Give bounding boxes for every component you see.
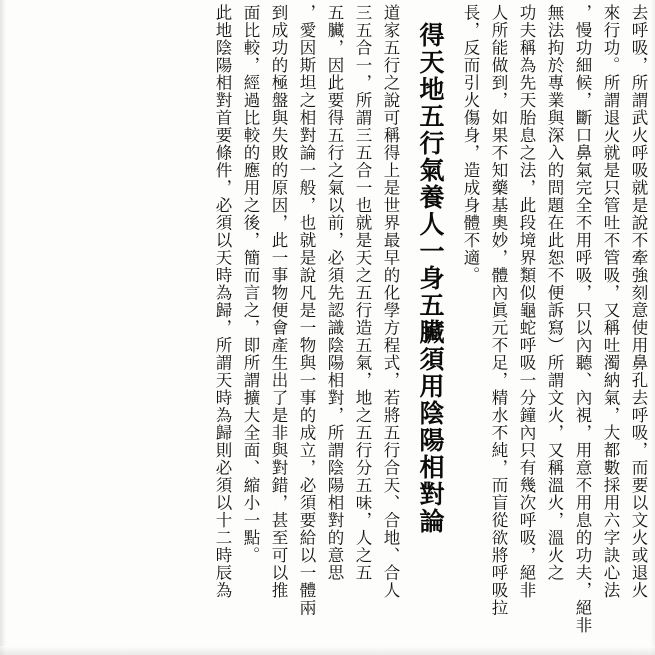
text-column: ，愛因斯坦之相對論一般，也就是說凡是一物與一事的成立，必須要給以一體兩 (297, 4, 316, 617)
text-column: 五臟，因此要得五行之氣以前，必須先認識陰陽相對，所謂陰陽相對的意思 (325, 4, 344, 582)
text-column: 三五合一，所謂三五合一也就是天之五行造五氣，地之五行分五味，人之五 (353, 4, 372, 582)
text-column: 到成功的極盤與失敗的原因，此一事物便會產生出了是非與對錯，甚至可以推 (269, 4, 288, 599)
text-column: 人所能做到，如果不知藥基奧妙，體內眞元不足，精水不純，而盲從欲將呼吸拉 (489, 4, 508, 617)
text-column: 道家五行之說可稱得上是世界最早的化學方程式，若將五行合天、合地、合人 (381, 4, 400, 599)
text-column: ，慢功細候，斷口鼻氣完全不用呼吸，只以內聽、內視，用意不用息的功夫，絕非 (573, 4, 592, 634)
text-column: 面比較，經過比較的應用之後，簡而言之，即所謂擴大全面、縮小一點。 (241, 4, 260, 564)
text-column: 長，反而引火傷身，造成身體不適。 (461, 4, 480, 284)
text-column: 去呼吸，所謂武火呼吸就是說不牽強刻意使用鼻孔去呼吸，而要以文火或退火 (629, 4, 648, 599)
text-column: 來行功。所謂退火就是只管吐不管吸，又稱吐濁納氣，大都數採用六字訣心法 (601, 4, 620, 599)
text-column: 此地陰陽相對首要條件，必須以天時為歸，所謂天時為歸則必須以十二時辰為 (213, 4, 232, 599)
text-column: 無法拘於專業與深入的問題在此恕不便訴寫）所謂文火，又稱溫火，溫火之 (545, 4, 564, 582)
section-heading: 得天地五行氣養人一身五臟須用陰陽相對論 (416, 22, 445, 535)
text-column: 功夫稱為先天胎息之法，此段境界類似龜蛇呼吸一分鐘內只有幾次呼吸，絕非 (517, 4, 536, 599)
